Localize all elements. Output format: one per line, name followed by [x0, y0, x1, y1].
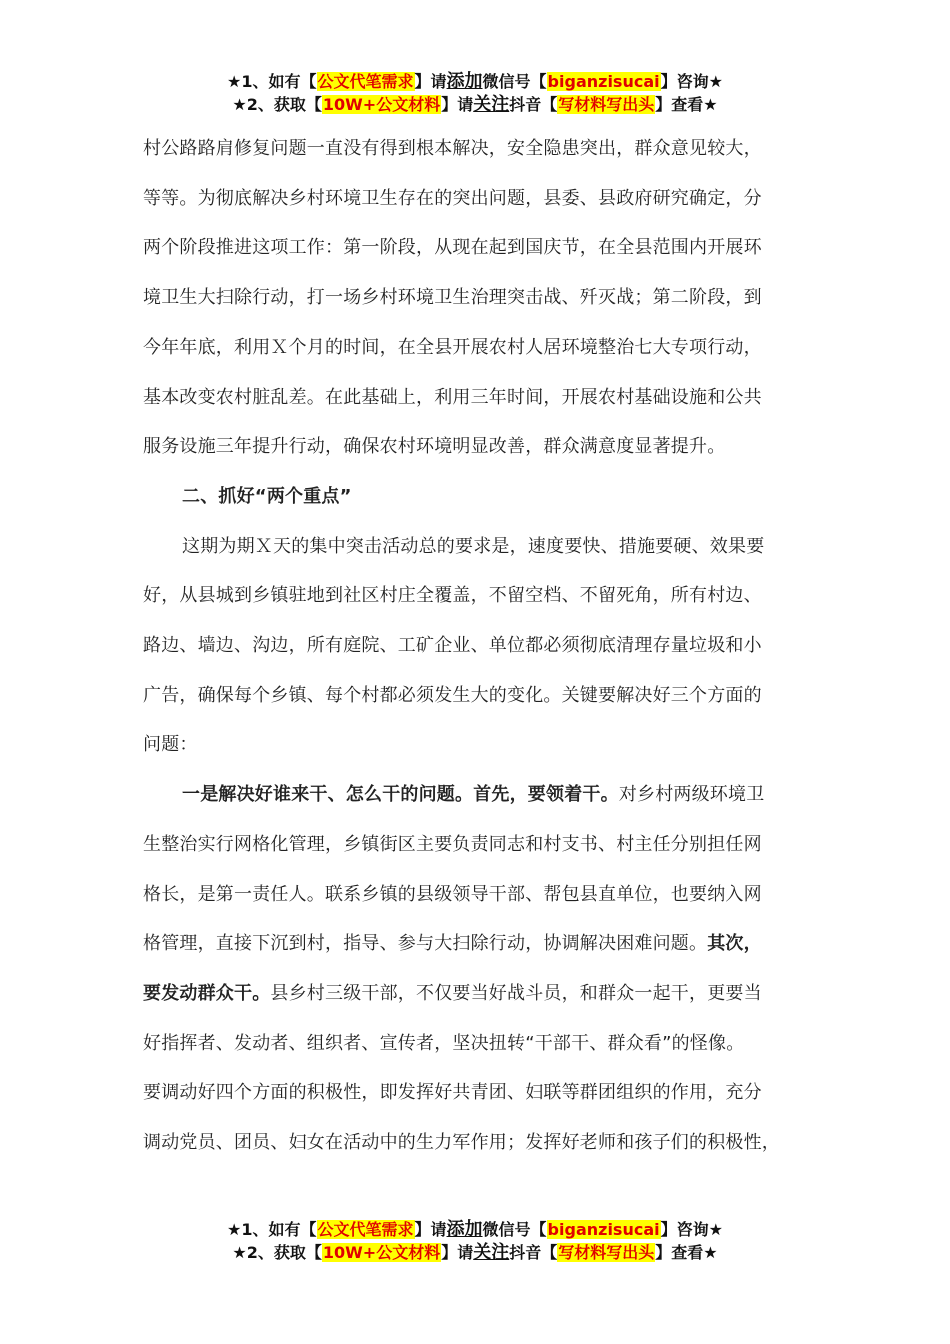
text-line: 格管理，直接下沉到村，指导、参与大扫除行动，协调解决困难问题。其次，	[143, 933, 762, 955]
section-heading: 二、抓好“两个重点”	[182, 485, 352, 507]
text-line: 服务设施三年提升行动，确保农村环境明显改善，群众满意度显著提升。	[143, 436, 726, 458]
highlight-wechat-id: biganzisucai	[547, 1220, 660, 1239]
text-line: 要调动好四个方面的积极性，即发挥好共青团、妇联等群团组织的作用，充分	[143, 1082, 762, 1104]
text-line: 这期为期Ｘ天的集中突击活动总的要求是，速度要快、措施要硬、效果要	[182, 535, 765, 557]
text-line: 今年年底，利用Ｘ个月的时间，在全县开展农村人居环境整治七大专项行动，	[143, 336, 762, 358]
bold-lead: 一是解决好谁来干、怎么干的问题。首先，要领着干。	[182, 784, 619, 806]
text-line: 广告，确保每个乡镇、每个村都必须发生大的变化。关键要解决好三个方面的	[143, 684, 762, 706]
text-line: 问题：	[143, 734, 198, 756]
text-line: 好，从县城到乡镇驻地到社区村庄全覆盖，不留空档、不留死角，所有村边、	[143, 585, 762, 607]
highlight-wechat-id: biganzisucai	[547, 72, 660, 91]
promo-line-1: ★1、如有【公文代笔需求】请添加微信号【biganzisucai】咨询★	[227, 71, 723, 92]
highlight-service: 公文代笔需求	[317, 72, 414, 91]
text-line: 调动党员、团员、妇女在活动中的生力军作用；发挥好老师和孩子们的积极性，	[143, 1132, 780, 1154]
text-line: 生整治实行网格化管理，乡镇街区主要负责同志和村支书、村主任分别担任网	[143, 833, 762, 855]
highlight-douyin: 写材料写出头	[558, 95, 655, 114]
highlight-materials: 10W+公文材料	[322, 95, 441, 114]
text-line: 境卫生大扫除行动，打一场乡村环境卫生治理突击战、歼灭战；第二阶段，到	[143, 287, 762, 309]
text-line: 基本改变农村脏乱差。在此基础上，利用三年时间，开展农村基础设施和公共	[143, 386, 762, 408]
text-line: 好指挥者、发动者、组织者、宣传者，坚决扭转“干部干、群众看”的怪像。	[143, 1032, 745, 1054]
text-line: 一是解决好谁来干、怎么干的问题。首先，要领着干。对乡村两级环境卫	[182, 784, 765, 806]
promo-line-2: ★2、获取【10W+公文材料】请关注抖音【写材料写出头】查看★	[232, 1242, 718, 1263]
highlight-douyin: 写材料写出头	[558, 1243, 655, 1262]
text-line: 要发动群众干。县乡村三级干部，不仅要当好战斗员，和群众一起干，更要当	[143, 982, 762, 1004]
text-line: 路边、墙边、沟边，所有庭院、工矿企业、单位都必须彻底清理存量垃圾和小	[143, 635, 762, 657]
bold-lead: 要发动群众干。	[143, 982, 271, 1004]
text-line: 村公路路肩修复问题一直没有得到根本解决，安全隐患突出，群众意见较大，	[143, 138, 762, 159]
highlight-service: 公文代笔需求	[317, 1220, 414, 1239]
text-line: 等等。为彻底解决乡村环境卫生存在的突出问题，县委、县政府研究确定，分	[143, 187, 762, 209]
document-body	[143, 124, 833, 1168]
promo-banner-top	[0, 70, 950, 116]
text-line: 两个阶段推进这项工作：第一阶段，从现在起到国庆节，在全县范围内开展环	[143, 237, 762, 259]
bold-lead: 其次，	[707, 933, 762, 955]
promo-banner-bottom	[0, 1218, 950, 1264]
promo-line-2: ★2、获取【10W+公文材料】请关注抖音【写材料写出头】查看★	[232, 94, 718, 115]
highlight-materials: 10W+公文材料	[322, 1243, 441, 1262]
promo-line-1: ★1、如有【公文代笔需求】请添加微信号【biganzisucai】咨询★	[227, 1219, 723, 1240]
text-line: 格长，是第一责任人。联系乡镇的县级领导干部、帮包县直单位，也要纳入网	[143, 883, 762, 905]
